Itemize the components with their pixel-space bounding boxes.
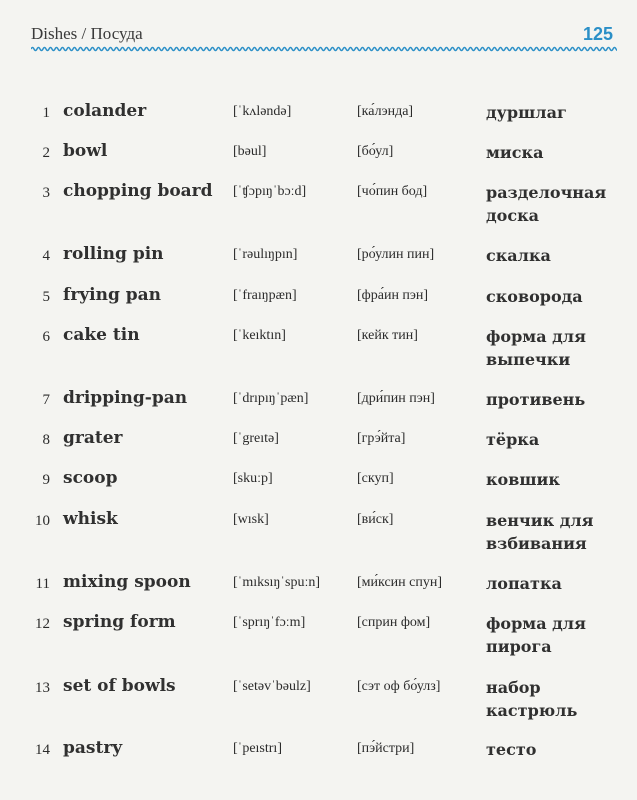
ipa-transcription: [skuːp] xyxy=(233,471,273,486)
russian-translation: сковорода xyxy=(486,287,583,306)
russian-transcription: [кейк тин] xyxy=(357,328,418,343)
russian-translation: скалка xyxy=(486,246,551,265)
russian-transcription: [бо́ул] xyxy=(357,144,394,159)
ipa-transcription: [ˈdrıpıŋˈpæn] xyxy=(233,391,309,406)
russian-translation: миска xyxy=(486,143,544,162)
item-number: 4 xyxy=(42,248,50,264)
ipa-transcription: [bəul] xyxy=(233,144,267,159)
russian-translation: набор кастрюль xyxy=(486,678,578,720)
item-number: 8 xyxy=(42,432,50,448)
english-term: cake tin xyxy=(63,325,140,345)
item-number: 2 xyxy=(42,145,50,161)
item-number: 11 xyxy=(35,576,50,592)
english-term: frying pan xyxy=(63,285,162,305)
russian-translation: тесто xyxy=(486,740,537,759)
russian-translation: лопатка xyxy=(486,574,562,593)
russian-translation: разделочная доска xyxy=(486,183,607,225)
page-number: 125 xyxy=(582,24,613,44)
ipa-transcription: [ˈrəulıŋpın] xyxy=(233,247,298,262)
item-number: 6 xyxy=(42,329,50,345)
russian-translation: форма для пирога xyxy=(486,614,586,656)
english-term: rolling pin xyxy=(63,244,164,264)
russian-translation: противень xyxy=(486,390,586,409)
item-number: 14 xyxy=(35,742,50,758)
russian-translation: форма для выпечки xyxy=(486,327,586,369)
ipa-transcription: [ˈkeıktın] xyxy=(233,328,286,343)
item-number: 5 xyxy=(42,289,50,305)
ipa-transcription: [ˈsetəvˈbəulz] xyxy=(233,679,311,694)
ipa-transcription: [ˈsprıŋˈfɔːm] xyxy=(233,615,306,630)
english-term: bowl xyxy=(63,141,108,161)
english-term: chopping board xyxy=(63,181,213,201)
ipa-transcription: [ˈʧɔpıŋˈbɔːd] xyxy=(233,184,307,199)
ipa-transcription: [wısk] xyxy=(233,512,269,527)
english-term: colander xyxy=(63,101,147,121)
english-term: dripping-pan xyxy=(63,388,188,408)
english-term: whisk xyxy=(63,509,118,529)
english-term: pastry xyxy=(63,738,123,758)
russian-transcription: [чо́пин бод] xyxy=(357,184,428,199)
english-term: mixing spoon xyxy=(63,572,191,592)
ipa-transcription: [ˈpeıstrı] xyxy=(233,741,282,756)
section-title: Dishes / Посуда xyxy=(31,24,143,43)
russian-transcription: [сэт оф бо́улз] xyxy=(357,679,441,694)
russian-transcription: [ро́улин пин] xyxy=(357,247,435,262)
ipa-transcription: [ˈkʌləndə] xyxy=(233,104,292,119)
ipa-transcription: [ˈfraıŋpæn] xyxy=(233,288,297,303)
item-number: 12 xyxy=(35,616,50,632)
russian-transcription: [фра́ин пэн] xyxy=(357,288,429,303)
item-number: 9 xyxy=(42,472,50,488)
russian-transcription: [ви́ск] xyxy=(357,512,394,527)
russian-transcription: [ка́лэнда] xyxy=(357,104,414,119)
english-term: grater xyxy=(63,428,123,448)
russian-transcription: [сприн фом] xyxy=(357,615,431,630)
ipa-transcription: [ˈgreıtə] xyxy=(233,431,279,446)
russian-translation: тёрка xyxy=(486,430,540,449)
russian-transcription: [грэ́йта] xyxy=(357,431,406,446)
russian-transcription: [дри́пин пэн] xyxy=(357,391,435,406)
english-term: set of bowls xyxy=(63,676,176,696)
russian-transcription: [ми́ксин спун] xyxy=(357,575,443,590)
english-term: spring form xyxy=(63,612,176,632)
russian-transcription: [скуп] xyxy=(357,471,394,486)
ipa-transcription: [ˈmıksıŋˈspuːn] xyxy=(233,575,321,590)
russian-translation: дуршлаг xyxy=(486,103,567,122)
item-number: 1 xyxy=(42,105,50,121)
item-number: 13 xyxy=(35,680,50,696)
russian-translation: венчик для взбивания xyxy=(486,511,594,553)
russian-transcription: [пэ́йстри] xyxy=(357,741,415,756)
english-term: scoop xyxy=(63,468,118,488)
russian-translation: ковшик xyxy=(486,470,560,489)
item-number: 3 xyxy=(42,185,50,201)
item-number: 10 xyxy=(35,513,50,529)
item-number: 7 xyxy=(42,392,50,408)
